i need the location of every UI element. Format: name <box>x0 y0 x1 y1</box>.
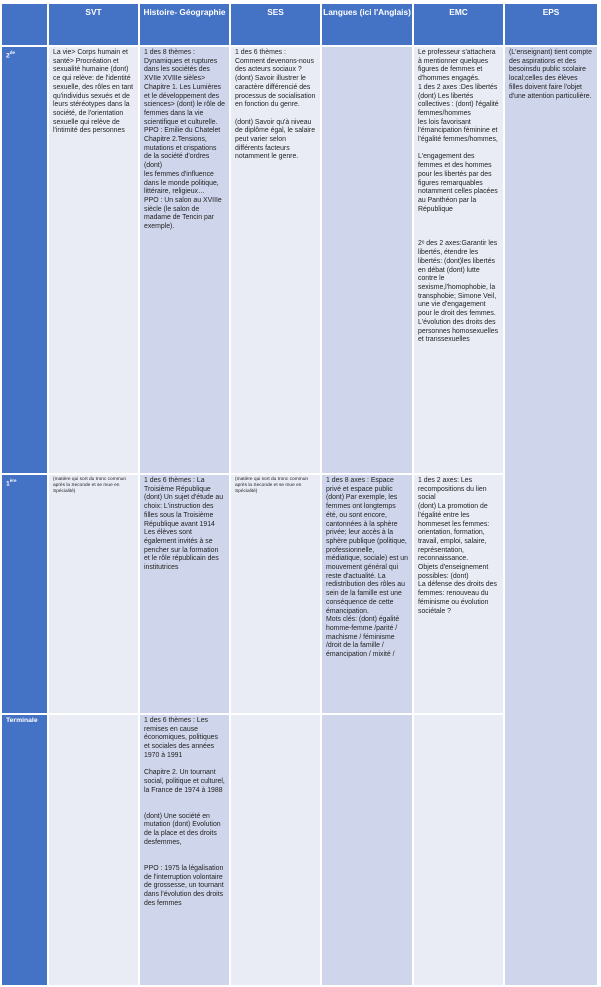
cell-seconde-langues <box>322 47 412 473</box>
row-label-premiere-main: 1 <box>6 480 10 488</box>
header-hg-line1: Histoire- <box>143 7 178 17</box>
cell-terminale-hg: 1 des 6 thèmes : Les remises en cause économiques, politiques et sociales des années 1970 à 1991 Chapitre 2. Un tournant social, politique et culturel, la France de 1974 à 1988 (dont) Une société en mutation (dont) Evolution de la place et des droits desfemmes, PPO : 1975 la légalisation de l'interruption volontaire de grossesse, un tournant dans l'évolution des droits des femmes <box>140 715 229 985</box>
header-langues-line2: (ici l'Anglais) <box>359 7 411 17</box>
header-eps: EPS <box>505 4 597 45</box>
header-svt: SVT <box>49 4 138 45</box>
header-langues <box>322 4 412 45</box>
cell-terminale-ses <box>231 715 320 985</box>
row-label-premiere <box>2 475 47 713</box>
cell-premiere-langues: 1 des 8 axes : Espace privé et espace public (dont) Par exemple, les femmes ont longtemps été, ou sont encore, cantonnées à la sphère privée; leur accès à la sphère publique (politique, professionnelle, médiatique, sociale) est un mouvement général qui reste d'actualité. La redistribution des rôles au sein de la famille est une conséquence de cette émancipation. Mots clés: (dont) égalité homme-femme /parité / machisme / féminisme /droit de la famille / émancipation / mixité / <box>322 475 412 713</box>
cell-terminale-svt <box>49 715 138 985</box>
cell-seconde-ses: 1 des 6 thèmes : Comment devenons-nous des acteurs sociaux ? (dont) Savoir illustrer le caractère différencié des processus de socialisation en fonction du genre. (dont) Savoir qu'à niveau de diplôme égal, le salaire peut varier selon différents facteurs notamment le genre. <box>231 47 320 473</box>
header-corner <box>2 4 47 45</box>
cell-seconde-emc: Le professeur s'attachera à mentionner quelques figures de femmes et d'hommes engagés. 1 des 2 axes :Des libertés (dont) Les libertés collectives : (dont) l'égalité femmes/hommes les lois favorisant l'émancipation féminine et l'égalité femmes/hommes, L'engagement des femmes et des hommes pour les libertés par des figures remarquables notamment celles placées au Panthéon par la République 2ᵉ des 2 axes:Garantir les libertés, étendre les libertés: (dont)les libertés en débat (dont) lutte contre le sexisme,l'homophobie, la transphobie; Simone Veil, une vie d'engagement pour le droit des femmes. L'évolution des droits des personnes homosexuelles et transsexuelles <box>414 47 503 473</box>
row-label-seconde-sup: de <box>9 50 16 55</box>
cell-premiere-svt: (matière qui sort du tronc commun après la Seconde et se mue en Spécialité) <box>49 475 138 713</box>
row-label-premiere-sup: ère <box>9 478 17 483</box>
header-ses: SES <box>231 4 320 45</box>
header-langues-line1: Langues <box>323 7 358 17</box>
cell-terminale-emc <box>414 715 503 985</box>
cell-premiere-hg: 1 des 6 thèmes : La Troisième République (dont) Un sujet d'étude au choix: L'instruction des filles sous la Troisième République avant 1914 Les élèves sont également invités à se pencher sur la formation et le rôle républicain des institutrices <box>140 475 229 713</box>
cell-premiere-emc: 1 des 2 axes: Les recompositions du lien social (dont) La promotion de l'égalité entre les hommeset les femmes: orientation, formation, travail, emploi, salaire, représentation, reconnaissance. Objets d'enseignement possibles: (dont) La défense des droits des femmes: renouveau du féminisme ou évolution sociétale ? <box>414 475 503 713</box>
cell-seconde-svt: La vie> Corps humain et santé> Procréation et sexualité humaine (dont) ce qui relève: de l'identité sexuelle, des rôles en tant qu'individus sexués et de leurs stéréotypes dans la société, de l'orientation sexuelle qui relève de l'intimité des personnes <box>49 47 138 473</box>
header-hg-line2: Géographie <box>179 7 226 17</box>
row-label-seconde <box>2 47 47 473</box>
header-emc: EMC <box>414 4 503 45</box>
cell-terminale-langues <box>322 715 412 985</box>
cell-premiere-ses: (matière qui sort du tronc commun après la Seconde et se mue en Spécialité) <box>231 475 320 713</box>
cell-eps: (L'enseignant) tient compte des aspirations et des besoinsdu public scolaire local;celles des élèves filles doivent faire l'objet d'une attention particulière. <box>505 47 597 985</box>
row-label-terminale: Terminale <box>2 715 47 985</box>
row-label-seconde-main: 2 <box>6 52 10 60</box>
header-histoire-geographie <box>140 4 229 45</box>
cell-seconde-hg: 1 des 8 thèmes : Dynamiques et ruptures dans les sociétés des XVIIe XVIIIe sièles> Chapitre 1. Les Lumières et le développement des sciences> (dont) le rôle de femmes dans la vie scientifique et culturelle. PPO : Emilie du Chatelet Chapitre 2.Tensions, mutations et crispations de la société d'ordres (dont) les femmes d'influence dans le monde politique, littéraire, religieux… PPO : Un salon au XVIIIe siècle (le salon de madame de Tencin par exemple). <box>140 47 229 473</box>
